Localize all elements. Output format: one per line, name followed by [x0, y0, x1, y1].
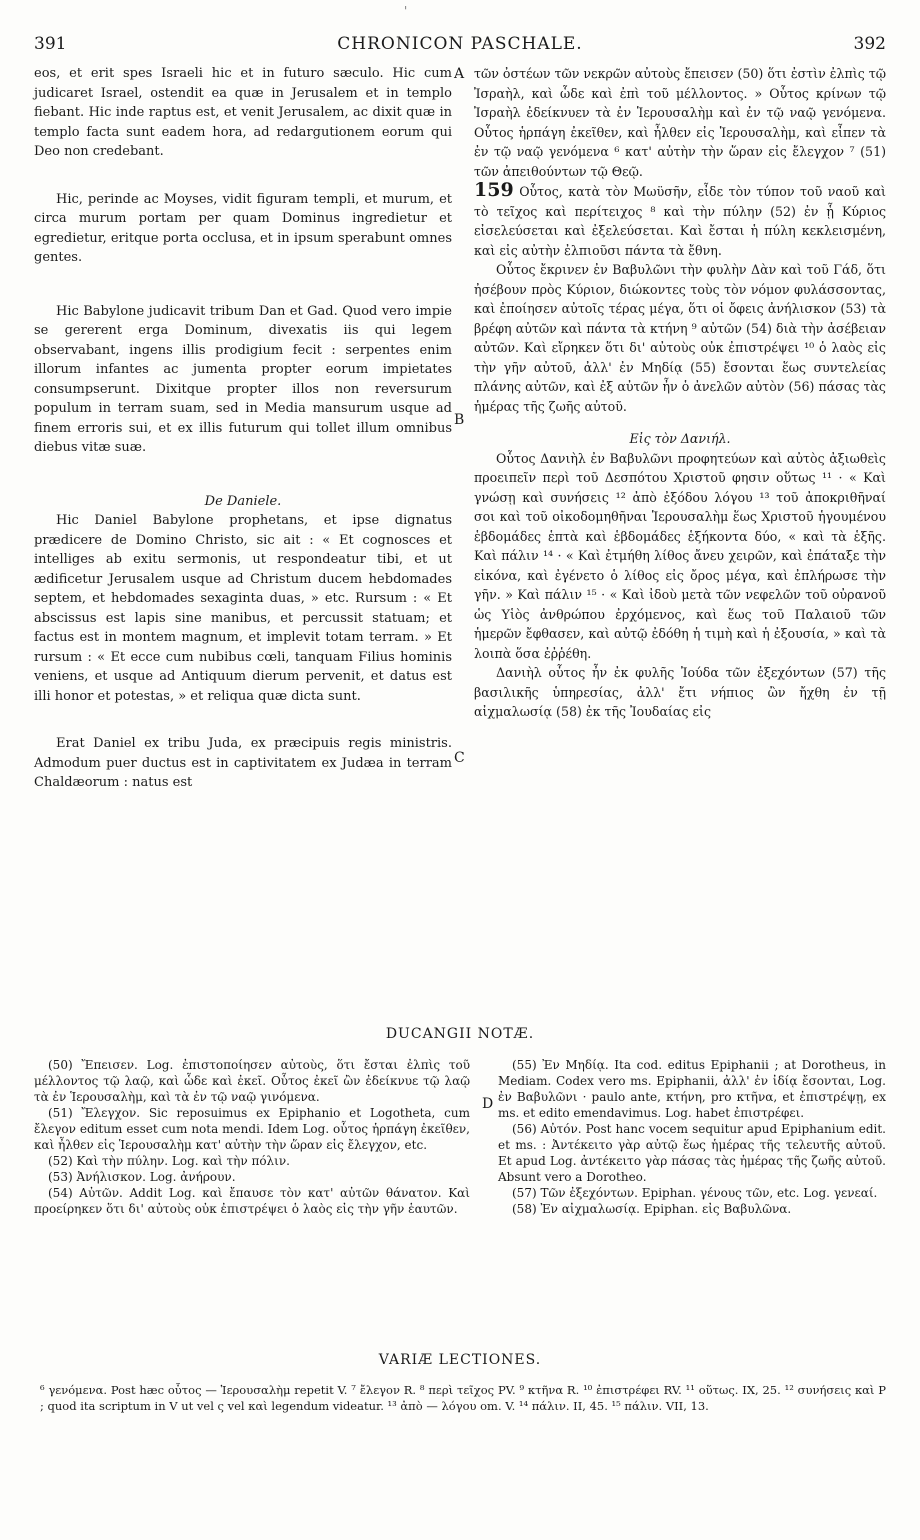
variae-heading: VARIÆ LECTIONES. — [378, 1352, 542, 1368]
note-item: (50) Ἔπεισεν. Log. ἐπιστοποίησεν αὐτοὺς, ὅτι ἔσται ἐλπὶς τοῦ μέλλοντος τῷ λαῷ, καὶ ὧδε καὶ ἐκεῖ. Οὗτος ἐκεῖ ὢν ἐδείκνυε τῷ λαῷ τὰ ἐν Ἱερουσαλὴμ, καὶ τὰ ἐν τῷ ναῷ γινόμενα. — [34, 1058, 470, 1104]
greek-paragraph: Δανιὴλ οὗτος ἦν ἐκ φυλῆς Ἰούδα τῶν ἐξεχόντων (57) τῆς βασιλικῆς ὑπηρεσίας, ἀλλ' ἔτι νήπιος ὢν ἤχθη ἐν τῇ αἰχμαλωσίᾳ (58) ἐκ τῆς Ἰουδαίας εἰς — [474, 665, 886, 719]
variae-lectiones-text: ⁶ γενόμενα. Post hæc οὗτος — Ἱερουσαλὴμ repetit V. ⁷ ἔλεγον R. ⁸ περὶ τεῖχος PV. ⁹ κτῆνα R. ¹⁰ ἐπιστρέφει RV. ¹¹ οὕτως. IX, 25. ¹² συνήσεις καὶ P ; quod ita scriptum in V ut vel ς vel καὶ legendum videatur. ¹³ ἀπὸ — λόγου om. V. ¹⁴ πάλιν. II, 45. ¹⁵ πάλιν. VII, 13. — [40, 1383, 886, 1413]
latin-paragraph: Hic, perinde ac Moyses, vidit figuram templi, et murum, et circa murum portam per quam Dominus ingredietur et egredietur, eritque porta occlusa, et in ipsum sperabunt omnes gentes. — [34, 191, 452, 265]
note-item: (52) Καὶ τὴν πύλην. Log. καὶ τὴν πόλιν. — [48, 1154, 290, 1168]
note-item: (55) Ἐν Μηδίᾳ. Ita cod. editus Epiphanii ; at Dorotheus, in Mediam. Codex vero ms. Epiphanii, ἀλλ' ἐν ἰδίᾳ ἔσονται, Log. ἐν Βαβυλῶνι · paulo ante, κτήνη, pro κτῆνα, et ἐπιστρέψῃ, ex ms. et edito emendavimus. Log. habet ἐπιστρέφει. — [498, 1058, 886, 1120]
greek-text: Οὗτος, κατὰ τὸν Μωϋσῆν, εἶδε τὸν τύπον τοῦ ναοῦ καὶ τὸ τεῖχος καὶ περίτειχος ⁸ καὶ τὴν πύλην (52) ἐν ᾗ Κύριος εἰσελεύσεται καὶ ἐξελεύσεται. Καὶ ἔσται ἡ πύλη κεκλεισμένη, καὶ εἰς αὐτὴν ἐλπιοῦσι πάντα τὰ ἔθνη. — [474, 184, 886, 258]
greek-paragraph: Οὗτος Δανιὴλ ἐν Βαβυλῶνι προφητεύων καὶ αὐτὸς ἀξιωθεὶς προειπεῖν περὶ τοῦ Δεσπότου Χριστοῦ φησιν οὕτως ¹¹ · « Καὶ γνώσῃ καὶ συνήσεις ¹² ἀπὸ ἐξόδου λόγου ¹³ τοῦ ἀποκριθῆναί σοι καὶ τοῦ οἰκοδομηθῆναι Ἱερουσαλὴμ ἕως Χριστοῦ ἡγουμένου ἑβδομάδες ἑπτὰ καὶ ἑβδομάδες ἑξήκοντα δύο, « καὶ τὰ ἑξῆς. Καὶ πάλιν ¹⁴ · « Καὶ ἐτμήθη λίθος ἄνευ χειρῶν, καὶ ἐπάταξε τὴν εἰκόνα, καὶ ἐγένετο ὁ λίθος εἰς ὄρος μέγα, καὶ ἐπλήρωσε τὴν γῆν. » Καὶ πάλιν ¹⁵ · « Καὶ ἰδοὺ μετὰ τῶν νεφελῶν τοῦ οὐρανοῦ ὡς Υἱὸς ἀνθρώπου ἐρχόμενος, καὶ ἕως τοῦ Παλαιοῦ τῶν ἡμερῶν ἔφθασεν, καὶ αὐτῷ ἐδόθη ἡ τιμὴ καὶ ἡ ἐξουσία, » καὶ τὰ λοιπὰ ὅσα ἐῤῥέθη. — [474, 450, 886, 661]
note-item: (58) Ἐν αἰχμαλωσίᾳ. Epiphan. εἰς Βαβυλῶνα. — [512, 1202, 792, 1216]
page-number-left: 391 — [34, 34, 67, 54]
note-item: (57) Τῶν ἐξεχόντων. Epiphan. γένους τῶν, etc. Log. γενεαί. — [512, 1186, 878, 1200]
greek-paragraph: Οὗτος ἔκρινεν ἐν Βαβυλῶνι τὴν φυλὴν Δὰν καὶ τοῦ Γάδ, ὅτι ἠσέβουν πρὸς Κύριον, διώκοντες τοὺς τὸν νόμον φυλάσσοντας, καὶ ἐποίησεν αὐτοῖς τέρας μέγα, ὅτι οἱ ὄφεις ἀνήλισκον (53) τὰ βρέφη αὐτῶν καὶ πάντα τὰ κτήνη ⁹ αὐτῶν (54) διὰ τὴν ἀσέβειαν αὐτῶν. Καὶ εἴρηκεν ὅτι δι' αὐτοὺς οὐκ ἐπιστρέψει ¹⁰ ὁ λαὸς εἰς τὴν γῆν αὐτοῦ, ἀλλ' ἐν Μηδίᾳ (55) ἔσονται ἕως συντελείας πλάνης αὐτῶν, καὶ ἐξ αὐτῶν ἦν ὁ ἀνελῶν αὐτὸν (56) πάσας τὰς ἡμέρας τῆς ζωῆς αὐτοῦ. — [474, 262, 886, 414]
section-number: 159 — [474, 179, 514, 201]
greek-paragraph — [474, 181, 886, 260]
margin-mark-c: C — [454, 750, 465, 766]
note-item: (53) Ἀνήλισκον. Log. ἀνήρουν. — [48, 1170, 236, 1184]
margin-mark-b: B — [454, 412, 465, 428]
note-item: (56) Αὐτόν. Post hanc vocem sequitur apud Epiphanium edit. et ms. : Ἀντέκειτο γὰρ αὐτῷ ἕως ἡμέρας τῆς τελευτῆς αὐτοῦ. Et apud Log. ἀντέκειτο γὰρ πάσας τὰς ἡμέρας τῆς ζωῆς αὐτοῦ. Absunt vero a Dorotheo. — [498, 1122, 886, 1184]
latin-column — [34, 64, 452, 793]
page-number-right: 392 — [853, 34, 886, 54]
notes-heading: DUCANGII NOTÆ. — [385, 1026, 535, 1042]
latin-section-heading: De Daniele. — [204, 493, 282, 509]
greek-column — [474, 64, 886, 722]
latin-paragraph: Hic Babylone judicavit tribum Dan et Gad. Quod vero impie se gererent erga Dominum, divexatis iis qui legem observabant, ingens illis prodigium fecit : serpentes enim illorum infantes ac jumenta propter eorum impietates consumpserunt. Dixitque propter illos non reversurum populum in terram suam, sed in Media mansurum usque ad finem erroris sui, et ex illis futurum qui tollet illum omnibus diebus vitæ suæ. — [34, 303, 452, 455]
note-item: (51) Ἔλεγχον. Sic reposuimus ex Epiphanio et Logotheta, cum ἔλεγον editum esset cum nota mendi. Idem Log. οὗτος ἡρπάγη ἐκεῖθεν, καὶ ἦλθεν εἰς Ἱερουσαλὴμ κατ' αὐτὴν τὴν ὥραν εἰς ἔλεγχον, etc. — [34, 1106, 470, 1152]
running-title: CHRONICON PASCHALE. — [337, 34, 583, 54]
note-item: (54) Αὐτῶν. Addit Log. καὶ ἔπαυσε τὸν κατ' αὐτῶν θάνατον. Καὶ προείρηκεν ὅτι δι' αὐτοὺς οὐκ ἐπιστρέψει ὁ λαὸς εἰς τὴν γῆν ἑαυτῶν. — [34, 1186, 470, 1216]
greek-paragraph: τῶν ὀστέων τῶν νεκρῶν αὐτοὺς ἔπεισεν (50) ὅτι ἐστὶν ἐλπὶς τῷ Ἰσραὴλ, καὶ ὧδε καὶ ἐπὶ τοῦ μέλλοντος. » Οὗτος κρίνων τῷ Ἰσραὴλ ἐδείκνυεν τὰ ἐν Ἱερουσαλὴμ καὶ ἐν τῷ ναῷ γενόμενα. Οὗτος ἡρπάγη ἐκεῖθεν, καὶ ἦλθεν εἰς Ἱερουσαλὴμ, καὶ εἶπεν τὰ ἐν τῷ ναῷ γενόμενα ⁶ κατ' αὐτὴν τὴν ὥραν εἰς ἔλεγχον ⁷ (51) τῶν ἀπειθούντων τῷ Θεῷ. — [474, 66, 886, 179]
margin-mark-d: D — [482, 1096, 494, 1112]
latin-paragraph: eos, et erit spes Israeli hic et in futuro sæculo. Hic cum judicaret Israel, ostendit ea quæ in Jerusalem et in templo fiebant. Hic inde raptus est, et venit Jerusalem, ac dixit quæ in templo facta sunt eadem hora, ad redargutionem eorum qui Deo non credebant. — [34, 66, 452, 159]
top-mark: ' — [404, 4, 408, 18]
margin-mark-a: A — [454, 66, 465, 82]
page-header — [34, 34, 886, 60]
greek-section-heading: Εἰς τὸν Δανιήλ. — [629, 431, 731, 446]
notes-left-column — [34, 1057, 470, 1217]
latin-paragraph: Hic Daniel Babylone prophetans, et ipse dignatus prædicere de Domino Christo, sic ait : « Et cognosces et intelliges ab exitu sermonis, ut respondeatur tibi, et ut ædificetur Jerusalem usque ad Christum ducem hebdomades septem, et hebdomades sexaginta duas, » etc. Rursum : « Et abscissus est lapis sine manibus, et percussit statuam; et factus est in montem magnum, et implevit totam terram. » Et rursum : « Et ecce cum nubibus cœli, tanquam Filius hominis veniens, et usque ad Antiquum dierum pervenit, et datus est illi honor et potestas, » et reliqua quæ dicta sunt. — [34, 513, 452, 704]
notes-right-column — [498, 1057, 886, 1217]
latin-paragraph: Erat Daniel ex tribu Juda, ex præcipuis regis ministris. Admodum puer ductus est in captivitatem ex Judæa in terram Chaldæorum : natus est — [34, 736, 452, 790]
